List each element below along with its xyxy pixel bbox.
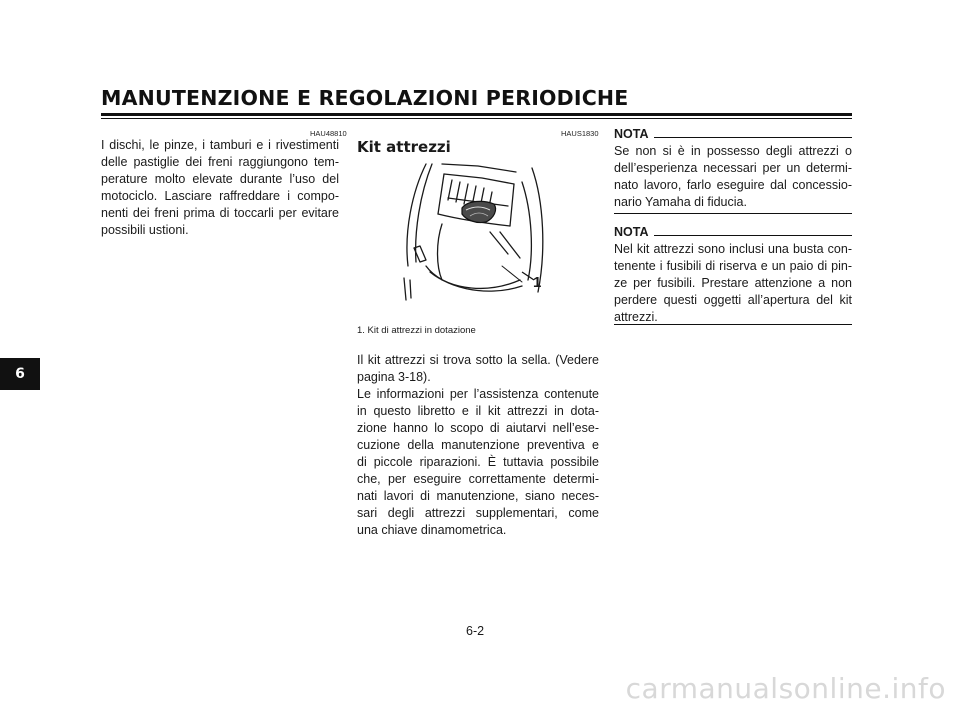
paragraph-line: nario Yamaha di fiducia. (614, 195, 747, 209)
brake-warning-paragraph (101, 137, 339, 239)
paragraph-line: perature molto elevate durante l’uso del (101, 172, 339, 186)
reference-code: HAU48810 (310, 129, 347, 138)
paragraph-line: Se non si è in possesso degli attrezzi o (614, 144, 852, 158)
paragraph-line: di piccole riparazioni. È tuttavia possibile (357, 455, 599, 469)
note-heading-label: NOTA (614, 127, 649, 141)
paragraph-line: sari degli attrezzi supplementari, come (357, 506, 599, 520)
tool-kit-paragraph (357, 352, 599, 539)
paragraph-line: una chiave dinamometrica. (357, 523, 507, 537)
note-heading-rule (654, 235, 853, 236)
chapter-tab: 6 (0, 358, 40, 390)
paragraph-line: attrezzi. (614, 310, 658, 324)
figure-callout-number: 1 (533, 274, 542, 291)
paragraph-line: Nel kit attrezzi sono inclusi una busta con- (614, 242, 852, 256)
paragraph-line: Il kit attrezzi si trova sotto la sella. (Vedere (357, 353, 599, 367)
paragraph-line: nati lavori di manutenzione, siano neces- (357, 489, 599, 503)
paragraph-line: pagina 3-18). (357, 370, 431, 384)
paragraph-line: ze per fusibili. Prestare attenzione a non (614, 276, 852, 290)
paragraph-line: possibili ustioni. (101, 223, 189, 237)
section-title: Kit attrezzi (357, 138, 451, 156)
page-number: 6-2 (466, 624, 485, 638)
note-end-rule (614, 324, 852, 325)
paragraph-line: motociclo. Lasciare raffreddare i compo- (101, 189, 339, 203)
paragraph-line: nenti dei freni prima di toccarli per evitare (101, 206, 339, 220)
paragraph-line: perdere questi oggetti all’apertura del kit (614, 293, 852, 307)
paragraph-line: tenente i fusibili di riserva e un paio di pin- (614, 259, 852, 273)
watermark: carmanualsonline.info (625, 672, 946, 705)
header-rule-thin (101, 118, 852, 119)
note-heading-rule (654, 137, 853, 138)
paragraph-line: delle pastiglie dei freni raggiungono tem- (101, 155, 339, 169)
tool-kit-illustration (382, 162, 560, 302)
page-title: MANUTENZIONE E REGOLAZIONI PERIODICHE (101, 86, 629, 110)
paragraph-line: I dischi, le pinze, i tamburi e i rivestimenti (101, 138, 339, 152)
figure-caption: 1. Kit di attrezzi in dotazione (357, 325, 476, 336)
note-paragraph (614, 143, 852, 211)
paragraph-line: in questo libretto e il kit attrezzi in dota- (357, 404, 599, 418)
paragraph-line: Le informazioni per l’assistenza contenute (357, 387, 599, 401)
note-end-rule (614, 213, 852, 214)
note-paragraph (614, 241, 852, 326)
paragraph-line: zione hanno lo scopo di aiutarvi nell’ese- (357, 421, 599, 435)
note-heading (614, 127, 852, 141)
reference-code: HAUS1830 (561, 129, 599, 138)
note-heading (614, 225, 852, 239)
paragraph-line: cuzione della manutenzione preventiva e (357, 438, 599, 452)
paragraph-line: dell’esperienza necessari per un determi- (614, 161, 852, 175)
paragraph-line: che, per eseguire correttamente determi- (357, 472, 599, 486)
header-rule (101, 113, 852, 116)
paragraph-line: nato lavoro, farlo eseguire dal concessio- (614, 178, 852, 192)
note-heading-label: NOTA (614, 225, 649, 239)
